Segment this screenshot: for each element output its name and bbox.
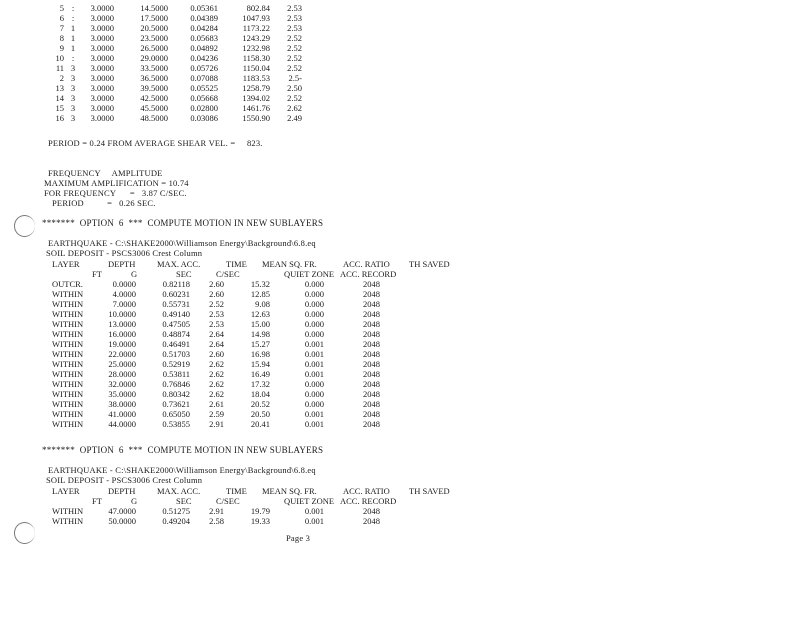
quiet-zone-cell: 0.001 [304,516,324,526]
max-acc-cell: 0.65050 [162,409,190,419]
soil-type-cell: 3 [70,93,76,103]
punch-hole-mark [14,215,35,237]
acc-record-cell: 2048 [363,299,380,309]
layer-number-cell: 14 [55,93,64,103]
depth-cell: 14.5000 [140,3,168,13]
time-cell: 2.62 [209,369,224,379]
time-cell: 2.60 [209,279,224,289]
depth-cell: 0.0000 [112,279,136,289]
column-header-depth: DEPTH [108,259,136,269]
page-number: Page 3 [286,533,311,543]
depth-cell: 29.0000 [140,53,168,63]
quiet-zone-cell: 0.000 [304,329,324,339]
shear-velocity-cell: 1173.22 [242,23,270,33]
thickness-cell: 3.0000 [90,113,114,123]
unit-weight-cell: 2.52 [287,53,302,63]
damping-cell: 0.05668 [190,93,218,103]
mean-sq-freq-cell: 16.49 [250,369,270,379]
acc-record-cell: 2048 [363,379,380,389]
earthquake-file: EARTHQUAKE - C:\SHAKE2000\Williamson Energy\Background\6.8.eq [48,238,316,248]
column-header-max-acc: MAX. ACC. [157,486,201,496]
layer-number-cell: 8 [59,33,64,43]
max-acc-cell: 0.55731 [162,299,190,309]
thickness-cell: 3.0000 [90,33,114,43]
table-row [0,83,800,93]
mean-sq-freq-cell: 20.41 [250,419,270,429]
unit-weight-cell: 2.49 [287,113,302,123]
column-header-acc-ratio: ACC. RATIO [343,259,390,269]
table-row [0,496,800,506]
layer-cell: WITHIN [52,289,84,299]
mean-sq-freq-cell: 20.52 [250,399,270,409]
table-row [0,399,800,409]
damping-cell: 0.04284 [190,23,218,33]
table-row [0,486,800,496]
depth-cell: 47.0000 [108,506,136,516]
table-row [0,309,800,319]
layer-cell: WITHIN [52,389,84,399]
table-row [0,43,800,53]
mean-sq-freq-cell: 9.08 [255,299,270,309]
acc-record-cell: 2048 [363,339,380,349]
depth-cell: 41.0000 [108,409,136,419]
period-seconds: PERIOD = 0.26 SEC. [52,198,156,208]
depth-cell: 38.0000 [108,399,136,409]
soil-type-cell: 3 [70,113,76,123]
shear-velocity-cell: 802.84 [246,3,270,13]
acc-record-cell: 2048 [363,516,380,526]
quiet-zone-cell: 0.000 [304,389,324,399]
max-acc-cell: 0.76846 [162,379,190,389]
quiet-zone-cell: 0.000 [304,289,324,299]
max-acc-cell: 0.53811 [162,369,190,379]
column-unit-ft: FT [92,496,102,506]
quiet-zone-cell: 0.001 [304,339,324,349]
max-acc-cell: 0.48874 [162,329,190,339]
unit-weight-cell: 2.52 [287,43,302,53]
max-acc-cell: 0.80342 [162,389,190,399]
acc-record-cell: 2048 [363,419,380,429]
shear-velocity-cell: 1158.30 [242,53,270,63]
depth-cell: 32.0000 [108,379,136,389]
max-acc-cell: 0.82118 [162,279,190,289]
column-unit-quiet-zone: QUIET ZONE [284,269,335,279]
damping-cell: 0.03086 [190,113,218,123]
table-row [0,379,800,389]
depth-cell: 42.5000 [140,93,168,103]
column-unit-acc-record: ACC. RECORD [340,496,397,506]
quiet-zone-cell: 0.000 [304,399,324,409]
quiet-zone-cell: 0.001 [304,349,324,359]
column-unit-acc-record: ACC. RECORD [340,269,397,279]
layer-cell: WITHIN [52,419,84,429]
layer-cell: WITHIN [52,339,84,349]
quiet-zone-cell: 0.000 [304,309,324,319]
layer-number-cell: 9 [59,43,64,53]
table-row [0,13,800,23]
mean-sq-freq-cell: 17.32 [250,379,270,389]
time-cell: 2.91 [209,506,224,516]
time-cell: 2.61 [209,399,224,409]
mean-sq-freq-cell: 20.50 [250,409,270,419]
acc-record-cell: 2048 [363,329,380,339]
column-header-layer: LAYER [52,259,80,269]
damping-cell: 0.04389 [190,13,218,23]
mean-sq-freq-cell: 19.33 [250,516,270,526]
table-row [0,103,800,113]
unit-weight-cell: 2.52 [287,93,302,103]
max-acc-cell: 0.73621 [162,399,190,409]
max-acc-cell: 0.51703 [162,349,190,359]
time-cell: 2.62 [209,359,224,369]
time-cell: 2.64 [209,329,224,339]
acc-record-cell: 2048 [363,506,380,516]
acc-record-cell: 2048 [363,389,380,399]
soil-type-cell: : [71,13,75,23]
for-frequency: FOR FREQUENCY = 3.87 C/SEC. [44,188,187,198]
depth-cell: 23.5000 [140,33,168,43]
mean-sq-freq-cell: 12.63 [250,309,270,319]
layer-cell: WITHIN [52,399,84,409]
layer-cell: WITHIN [52,409,84,419]
time-cell: 2.60 [209,289,224,299]
acc-record-cell: 2048 [363,289,380,299]
depth-cell: 28.0000 [108,369,136,379]
depth-cell: 10.0000 [108,309,136,319]
unit-weight-cell: 2.5- [288,73,302,83]
quiet-zone-cell: 0.000 [304,379,324,389]
column-unit-quiet-zone: QUIET ZONE [284,496,335,506]
column-unit-csec: C/SEC [216,496,240,506]
column-unit-ft: FT [92,269,102,279]
column-header-time: TIME [226,259,247,269]
time-cell: 2.53 [209,319,224,329]
time-cell: 2.62 [209,379,224,389]
time-cell: 2.53 [209,309,224,319]
soil-type-cell: 1 [70,43,76,53]
layer-cell: WITHIN [52,506,84,516]
mean-sq-freq-cell: 14.98 [250,329,270,339]
column-header-th-saved: TH SAVED [409,486,450,496]
column-unit-sec: SEC [176,269,192,279]
thickness-cell: 3.0000 [90,13,114,23]
soil-type-cell: 3 [70,103,76,113]
depth-cell: 25.0000 [108,359,136,369]
quiet-zone-cell: 0.000 [304,319,324,329]
max-acc-cell: 0.49140 [162,309,190,319]
soil-type-cell: 1 [70,33,76,43]
unit-weight-cell: 2.53 [287,23,302,33]
layer-cell: WITHIN [52,299,84,309]
layer-cell: WITHIN [52,309,84,319]
table-row [0,516,800,526]
table-row [0,359,800,369]
depth-cell: 4.0000 [112,289,136,299]
depth-cell: 39.5000 [140,83,168,93]
mean-sq-freq-cell: 15.32 [250,279,270,289]
table-row [0,419,800,429]
table-row [0,259,800,269]
shear-velocity-cell: 1243.29 [242,33,270,43]
table-row [0,63,800,73]
layer-number-cell: 15 [55,103,64,113]
layer-cell: WITHIN [52,369,84,379]
time-cell: 2.91 [209,419,224,429]
layer-number-cell: 16 [55,113,64,123]
thickness-cell: 3.0000 [90,43,114,53]
table-row [0,269,800,279]
column-header-time: TIME [226,486,247,496]
table-row [0,339,800,349]
frequency-amplitude-header: FREQUENCY AMPLITUDE [48,168,163,178]
acc-record-cell: 2048 [363,309,380,319]
mean-sq-freq-cell: 19.79 [250,506,270,516]
table-row [0,73,800,83]
shear-velocity-cell: 1232.98 [242,43,270,53]
depth-cell: 13.0000 [108,319,136,329]
table-row [0,329,800,339]
column-unit-sec: SEC [176,496,192,506]
damping-cell: 0.05361 [190,3,218,13]
column-header-acc-ratio: ACC. RATIO [343,486,390,496]
soil-type-cell: : [71,53,75,63]
thickness-cell: 3.0000 [90,93,114,103]
shear-velocity-cell: 1150.04 [242,63,270,73]
table-row [0,409,800,419]
depth-cell: 45.5000 [140,103,168,113]
depth-cell: 26.5000 [140,43,168,53]
layer-number-cell: 5 [59,3,64,13]
acc-record-cell: 2048 [363,409,380,419]
layer-cell: WITHIN [52,379,84,389]
quiet-zone-cell: 0.001 [304,409,324,419]
layer-cell: WITHIN [52,329,84,339]
mean-sq-freq-cell: 15.27 [250,339,270,349]
column-header-max-acc: MAX. ACC. [157,259,201,269]
depth-cell: 20.5000 [140,23,168,33]
time-cell: 2.64 [209,339,224,349]
soil-type-cell: : [71,3,75,13]
option-title: ******* OPTION 6 *** COMPUTE MOTION IN NEW SUBLAYERS [42,218,324,228]
max-acc-cell: 0.49204 [162,516,190,526]
unit-weight-cell: 2.52 [287,63,302,73]
depth-cell: 33.5000 [140,63,168,73]
soil-type-cell: 3 [70,63,76,73]
layer-number-cell: 7 [59,23,64,33]
table-row [0,3,800,13]
mean-sq-freq-cell: 16.98 [250,349,270,359]
acc-record-cell: 2048 [363,349,380,359]
acc-record-cell: 2048 [363,399,380,409]
max-acc-cell: 0.46491 [162,339,190,349]
table-row [0,93,800,103]
depth-cell: 50.0000 [108,516,136,526]
table-row [0,33,800,43]
period-line: PERIOD = 0.24 FROM AVERAGE SHEAR VEL. = 823. [48,138,263,148]
column-unit-csec: C/SEC [216,269,240,279]
shear-velocity-cell: 1258.79 [242,83,270,93]
earthquake-file: EARTHQUAKE - C:\SHAKE2000\Williamson Energy\Background\6.8.eq [48,465,316,475]
depth-cell: 44.0000 [108,419,136,429]
quiet-zone-cell: 0.001 [304,359,324,369]
soil-deposit: SOIL DEPOSIT - PSCS3006 Crest Column [46,248,203,258]
acc-record-cell: 2048 [363,369,380,379]
time-cell: 2.60 [209,349,224,359]
unit-weight-cell: 2.62 [287,103,302,113]
time-cell: 2.58 [209,516,224,526]
table-row [0,279,800,289]
table-row [0,53,800,63]
table-row [0,349,800,359]
layer-cell: WITHIN [52,359,84,369]
soil-deposit: SOIL DEPOSIT - PSCS3006 Crest Column [46,475,203,485]
depth-cell: 7.0000 [112,299,136,309]
damping-cell: 0.05683 [190,33,218,43]
shear-velocity-cell: 1461.76 [242,103,270,113]
layer-cell: WITHIN [52,349,84,359]
mean-sq-freq-cell: 15.94 [250,359,270,369]
layer-number-cell: 11 [55,63,64,73]
thickness-cell: 3.0000 [90,73,114,83]
option-title: ******* OPTION 6 *** COMPUTE MOTION IN NEW SUBLAYERS [42,445,324,455]
column-header-layer: LAYER [52,486,80,496]
thickness-cell: 3.0000 [90,63,114,73]
damping-cell: 0.05726 [190,63,218,73]
shear-velocity-cell: 1394.02 [242,93,270,103]
layer-cell: WITHIN [52,516,84,526]
layer-cell: WITHIN [52,319,84,329]
max-acc-cell: 0.51275 [162,506,190,516]
depth-cell: 17.5000 [140,13,168,23]
unit-weight-cell: 2.53 [287,13,302,23]
damping-cell: 0.02800 [190,103,218,113]
table-row [0,113,800,123]
layer-number-cell: 6 [59,13,64,23]
table-row [0,23,800,33]
mean-sq-freq-cell: 15.00 [250,319,270,329]
column-unit-g: G [131,496,138,506]
table-row [0,319,800,329]
table-row [0,299,800,309]
soil-type-cell: 3 [70,83,76,93]
max-acc-cell: 0.53855 [162,419,190,429]
quiet-zone-cell: 0.001 [304,369,324,379]
table-row [0,506,800,516]
quiet-zone-cell: 0.000 [304,279,324,289]
column-header-th-saved: TH SAVED [409,259,450,269]
acc-record-cell: 2048 [363,279,380,289]
time-cell: 2.59 [209,409,224,419]
shear-velocity-cell: 1550.90 [242,113,270,123]
shear-velocity-cell: 1047.93 [242,13,270,23]
soil-type-cell: 3 [70,73,76,83]
quiet-zone-cell: 0.000 [304,299,324,309]
mean-sq-freq-cell: 18.04 [250,389,270,399]
acc-record-cell: 2048 [363,359,380,369]
layer-cell: OUTCR. [52,279,83,289]
unit-weight-cell: 2.53 [287,3,302,13]
depth-cell: 48.5000 [140,113,168,123]
depth-cell: 35.0000 [108,389,136,399]
depth-cell: 22.0000 [108,349,136,359]
depth-cell: 16.0000 [108,329,136,339]
column-header-mean-sq-freq: MEAN SQ. FR. [262,486,317,496]
thickness-cell: 3.0000 [90,3,114,13]
acc-record-cell: 2048 [363,319,380,329]
maximum-amplification: MAXIMUM AMPLIFICATION = 10.74 [44,178,189,188]
max-acc-cell: 0.52919 [162,359,190,369]
unit-weight-cell: 2.52 [287,33,302,43]
mean-sq-freq-cell: 12.85 [250,289,270,299]
damping-cell: 0.07088 [190,73,218,83]
time-cell: 2.52 [209,299,224,309]
time-cell: 2.62 [209,389,224,399]
max-acc-cell: 0.47505 [162,319,190,329]
soil-type-cell: 1 [70,23,76,33]
thickness-cell: 3.0000 [90,103,114,113]
unit-weight-cell: 2.50 [287,83,302,93]
thickness-cell: 3.0000 [90,53,114,63]
damping-cell: 0.05525 [190,83,218,93]
damping-cell: 0.04892 [190,43,218,53]
depth-cell: 36.5000 [140,73,168,83]
table-row [0,289,800,299]
layer-number-cell: 2 [59,73,64,83]
column-header-mean-sq-freq: MEAN SQ. FR. [262,259,317,269]
layer-number-cell: 10 [55,53,64,63]
shear-velocity-cell: 1183.53 [242,73,270,83]
column-header-depth: DEPTH [108,486,136,496]
column-unit-g: G [131,269,138,279]
quiet-zone-cell: 0.001 [304,506,324,516]
layer-number-cell: 13 [55,83,64,93]
table-row [0,369,800,379]
damping-cell: 0.04236 [190,53,218,63]
thickness-cell: 3.0000 [90,83,114,93]
max-acc-cell: 0.60231 [162,289,190,299]
thickness-cell: 3.0000 [90,23,114,33]
quiet-zone-cell: 0.001 [304,419,324,429]
table-row [0,389,800,399]
depth-cell: 19.0000 [108,339,136,349]
